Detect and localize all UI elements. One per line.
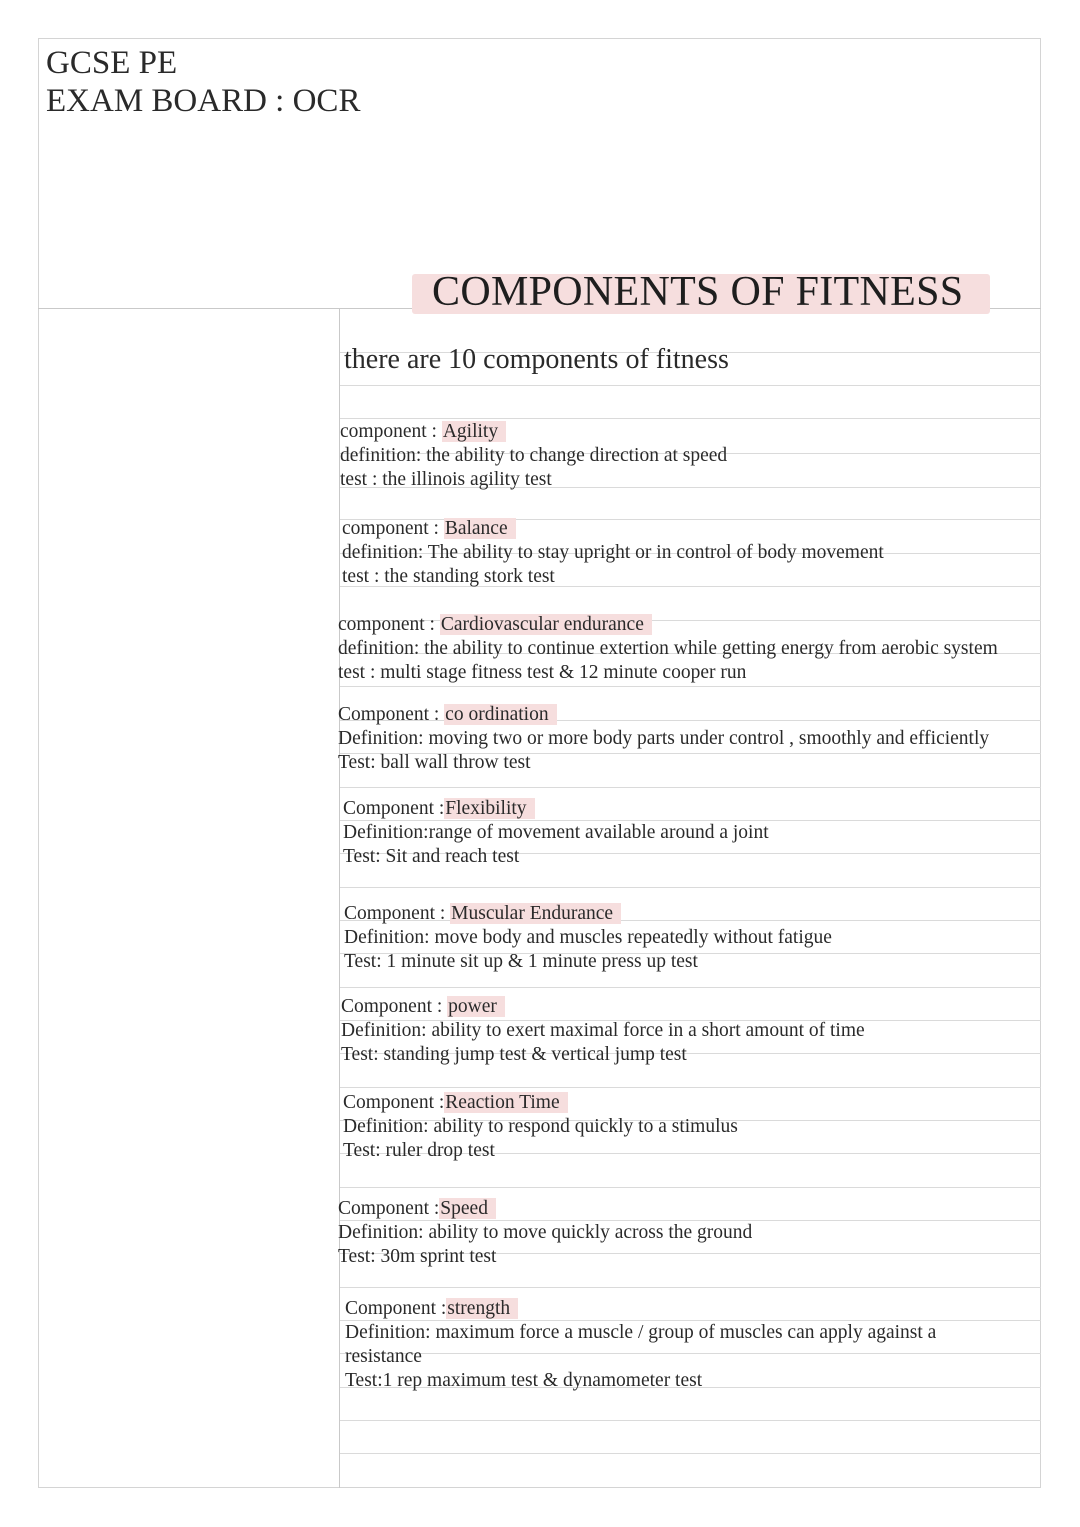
component-name: Reaction Time <box>444 1092 567 1113</box>
component-prefix: component : <box>340 421 442 442</box>
component-definition: definition: the ability to continue extertion while getting energy from aerobic system <box>338 638 998 659</box>
component-block-balance <box>342 517 884 589</box>
component-definition: definition: The ability to stay upright or in control of body movement <box>342 542 884 563</box>
ruled-line <box>340 1287 1041 1288</box>
component-name: Agility <box>442 421 506 442</box>
component-prefix: Component : <box>343 1092 445 1113</box>
exam-board-label: EXAM BOARD : OCR <box>46 83 361 119</box>
component-line <box>345 1297 1005 1321</box>
component-test: Test: 30m sprint test <box>338 1246 497 1267</box>
ruled-line <box>340 418 1041 419</box>
component-block-cardiovascular-endurance <box>338 613 998 685</box>
component-line <box>340 420 727 444</box>
component-name: Flexibility <box>444 798 534 819</box>
component-definition: Definition: maximum force a muscle / group of muscles can apply against a resistance <box>345 1322 937 1367</box>
ruled-line <box>340 787 1041 788</box>
ruled-line <box>340 1087 1041 1088</box>
component-definition: Definition: moving two or more body parts under control , smoothly and efficiently <box>338 728 990 749</box>
component-definition: Definition:range of movement available around a joint <box>343 822 769 843</box>
page-title <box>412 266 990 316</box>
component-block-muscular-endurance <box>344 902 832 974</box>
component-line <box>338 613 998 637</box>
component-prefix: Component : <box>338 704 445 725</box>
component-name: Cardiovascular endurance <box>440 614 652 635</box>
ruled-line <box>340 887 1041 888</box>
component-test: Test: ball wall throw test <box>338 752 531 773</box>
header <box>46 44 360 120</box>
component-block-strength <box>345 1297 1005 1393</box>
component-definition: Definition: ability to move quickly across the ground <box>338 1222 753 1243</box>
component-block-co-ordination <box>338 703 989 775</box>
component-definition: Definition: ability to exert maximal force in a short amount of time <box>341 1020 865 1041</box>
component-definition: Definition: ability to respond quickly to a stimulus <box>343 1116 738 1137</box>
subject-label: GCSE PE <box>46 45 178 81</box>
component-test: Test: ruler drop test <box>343 1140 495 1161</box>
ruled-line <box>340 1420 1041 1421</box>
component-prefix: component : <box>342 518 444 539</box>
component-block-power <box>341 995 865 1067</box>
component-block-flexibility <box>343 797 769 869</box>
component-test: Test: standing jump test & vertical jump test <box>341 1044 687 1065</box>
component-line <box>343 797 769 821</box>
component-definition: Definition: move body and muscles repeatedly without fatigue <box>344 927 832 948</box>
component-prefix: component : <box>338 614 440 635</box>
component-test: test : the illinois agility test <box>340 469 552 490</box>
component-name: Muscular Endurance <box>450 903 621 924</box>
component-test: Test: Sit and reach test <box>343 846 520 867</box>
ruled-line <box>340 1453 1041 1454</box>
component-name: strength <box>446 1298 518 1319</box>
component-line <box>338 703 989 727</box>
component-name: power <box>447 996 505 1017</box>
component-test: test : the standing stork test <box>342 566 555 587</box>
component-prefix: Component : <box>343 798 445 819</box>
title-text: COMPONENTS OF FITNESS <box>432 269 964 315</box>
component-block-reaction-time <box>343 1091 738 1163</box>
component-line <box>343 1091 738 1115</box>
component-line <box>341 995 865 1019</box>
component-name: co ordination <box>444 704 556 725</box>
component-name: Balance <box>444 518 516 539</box>
component-prefix: Component : <box>345 1298 447 1319</box>
component-test: test : multi stage fitness test & 12 minute cooper run <box>338 662 747 683</box>
ruled-line <box>340 686 1041 687</box>
component-prefix: Component : <box>338 1198 440 1219</box>
component-line <box>344 902 832 926</box>
component-prefix: Component : <box>344 903 451 924</box>
component-name: Speed <box>439 1198 496 1219</box>
component-line <box>342 517 884 541</box>
intro-text: there are 10 components of fitness <box>344 344 729 375</box>
component-test: Test:1 rep maximum test & dynamometer test <box>345 1370 703 1391</box>
component-line <box>338 1197 752 1221</box>
component-definition: definition: the ability to change direction at speed <box>340 445 728 466</box>
component-prefix: Component : <box>341 996 448 1017</box>
component-test: Test: 1 minute sit up & 1 minute press up test <box>344 951 698 972</box>
component-block-agility <box>340 420 727 492</box>
ruled-line <box>340 385 1041 386</box>
ruled-line <box>340 987 1041 988</box>
component-block-speed <box>338 1197 752 1269</box>
ruled-line <box>340 1187 1041 1188</box>
